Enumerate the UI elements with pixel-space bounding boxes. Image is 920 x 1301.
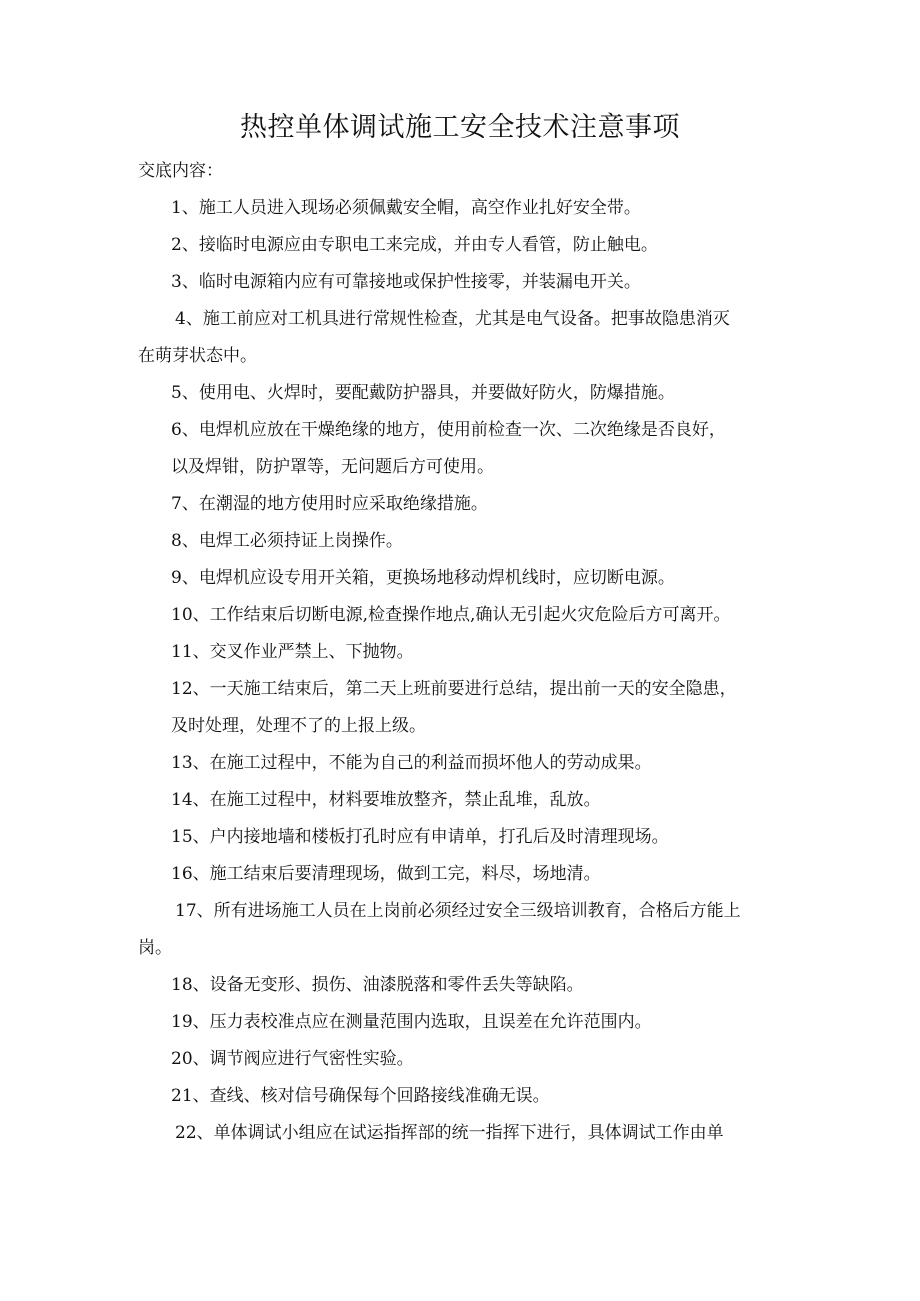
list-item-text: 9、电焊机应设专用开关箱，更换场地移动焊机线时，应切断电源。	[171, 568, 675, 588]
list-item	[138, 819, 821, 856]
list-item	[138, 560, 821, 597]
list-item	[138, 967, 821, 1004]
list-item	[138, 1115, 788, 1152]
list-item	[138, 264, 821, 301]
list-item-text: 7、在潮湿的地方使用时应采取绝缘措施。	[171, 494, 488, 514]
list-item	[138, 893, 788, 967]
list-item	[138, 856, 821, 893]
list-item-text: 3、临时电源箱内应有可靠接地或保护性接零，并装漏电开关。	[171, 272, 641, 292]
list-item-text: 14、在施工过程中，材料要堆放整齐，禁止乱堆，乱放。	[171, 790, 601, 810]
list-item-text: 4、施工前应对工机具进行常规性检查，尤其是电气设备。把事故隐患消灭	[175, 309, 730, 329]
list-item	[138, 227, 821, 264]
list-item-text: 8、电焊工必须持证上岗操作。	[171, 531, 403, 551]
list-item-text: 16、施工结束后要清理现场，做到工完，料尽，场地清。	[171, 864, 601, 884]
intro-label: 交底内容：	[138, 161, 223, 181]
list-item-continuation: 以及焊钳，防护罩等，无问题后方可使用。	[171, 457, 494, 477]
list-item	[138, 634, 821, 671]
list-item-text: 10、工作结束后切断电源,检查操作地点,确认无引起火灾危险后方可离开。	[171, 605, 731, 625]
list-item	[138, 523, 821, 560]
list-item	[138, 301, 788, 375]
list-item	[138, 1004, 821, 1041]
list-item	[138, 1041, 821, 1078]
list-item-text: 11、交叉作业严禁上、下抛物。	[171, 642, 414, 662]
list-item	[138, 745, 821, 782]
list-item-text: 6、电焊机应放在干燥绝缘的地方，使用前检查一次、二次绝缘是否良好，	[171, 420, 726, 440]
list-item-text: 20、调节阀应进行气密性实验。	[171, 1049, 414, 1069]
list-item-text: 13、在施工过程中，不能为自己的利益而损坏他人的劳动成果。	[171, 753, 652, 773]
list-item-text: 17、所有进场施工人员在上岗前必须经过安全三级培训教育，合格后方能上	[175, 901, 741, 921]
page-title: 热控单体调试施工安全技术注意事项	[240, 112, 680, 143]
list-item-text: 12、一天施工结束后，第二天上班前要进行总结，提出前一天的安全隐患，	[171, 679, 737, 699]
list-item-text: 15、户内接地墙和楼板打孔时应有申请单，打孔后及时清理现场。	[171, 827, 669, 847]
list-item-text: 18、设备无变形、损伤、油漆脱落和零件丢失等缺陷。	[171, 975, 584, 995]
list-item-continuation: 及时处理，处理不了的上报上级。	[171, 716, 426, 736]
list-item	[138, 597, 821, 634]
list-item	[138, 190, 821, 227]
list-item	[138, 671, 821, 745]
list-item	[138, 412, 821, 486]
list-item-continuation: 在萌芽状态中。	[138, 346, 257, 366]
list-item-text: 21、查线、核对信号确保每个回路接线准确无误。	[171, 1086, 550, 1106]
list-item-text: 19、压力表校准点应在测量范围内选取，且误差在允许范围内。	[171, 1012, 652, 1032]
list-item	[138, 782, 821, 819]
list-item-text: 22、单体调试小组应在试运指挥部的统一指挥下进行，具体调试工作由单	[175, 1123, 724, 1143]
list-item-text: 1、施工人员进入现场必须佩戴安全帽，高空作业扎好安全带。	[171, 198, 641, 218]
list-item-text: 2、接临时电源应由专职电工来完成，并由专人看管，防止触电。	[171, 235, 658, 255]
list-item	[138, 375, 821, 412]
list-item	[138, 1078, 821, 1115]
list-item-continuation: 岗。	[138, 938, 172, 958]
list-item	[138, 486, 821, 523]
list-item-text: 5、使用电、火焊时，要配戴防护器具，并要做好防火，防爆措施。	[171, 383, 675, 403]
